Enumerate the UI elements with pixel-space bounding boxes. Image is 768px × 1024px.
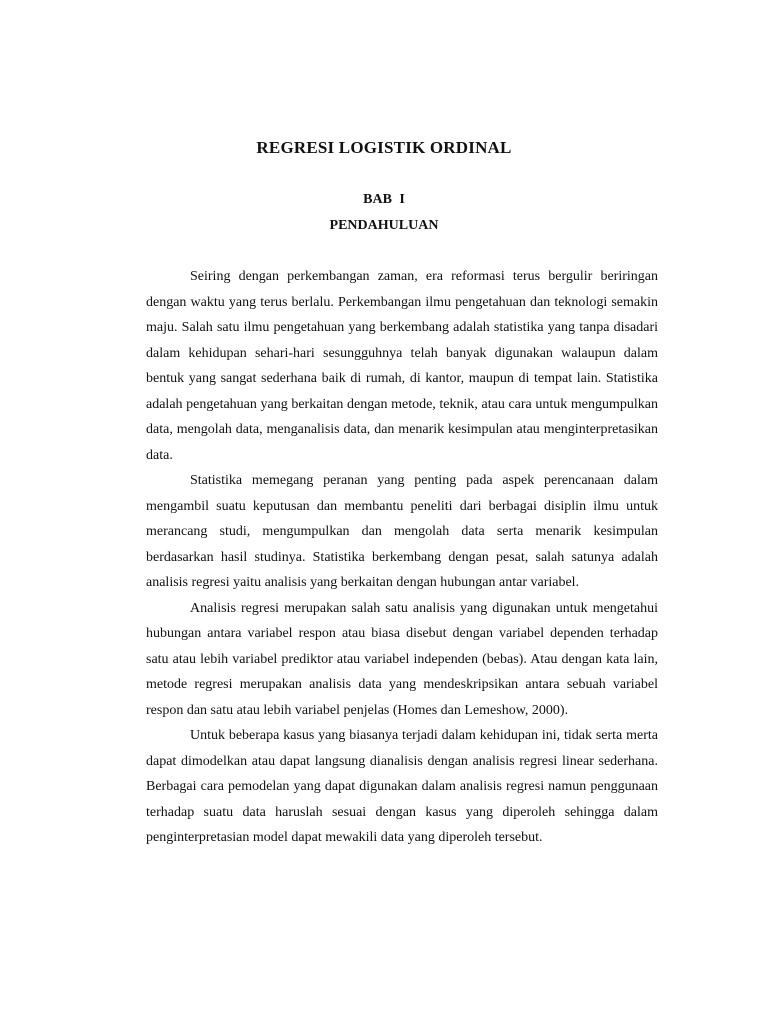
paragraph-1: Seiring dengan perkembangan zaman, era reformasi terus bergulir beriringan dengan waktu yang terus berlalu. Perkembangan ilmu pengetahuan dan teknologi semakin maju. Salah satu ilmu pengetahuan yang berkembang adalah statistika yang tanpa disadari dalam kehidupan sehari-hari sesungguhnya telah banyak digunakan walaupun dalam bentuk yang sangat sederhana baik di rumah, di kantor, maupun di tempat lain. Statistika adalah pengetahuan yang berkaitan dengan metode, teknik, atau cara untuk mengumpulkan data, mengolah data, menganalisis data, dan menarik kesimpulan atau menginterpretasikan data.: [146, 269, 658, 463]
document-title: REGRESI LOGISTIK ORDINAL: [256, 138, 512, 157]
paragraph-4: Untuk beberapa kasus yang biasanya terjadi dalam kehidupan ini, tidak serta merta dapat dimodelkan atau dapat langsung dianalisis dengan analisis regresi linear sederhana. Berbagai cara pemodelan yang dapat digunakan dalam analisis regresi namun penggunaan terhadap suatu data haruslah sesuai dengan kasus yang diperoleh sehingga dalam penginterpretasian model dapat mewakili data yang diperoleh tersebut.: [146, 728, 658, 845]
chapter-title: PENDAHULUAN: [329, 218, 439, 233]
paragraph-2: Statistika memegang peranan yang penting pada aspek perencanaan dalam mengambil suatu keputusan dan membantu peneliti dari berbagai disiplin ilmu untuk merancang studi, mengumpulkan dan mengolah data serta menarik kesimpulan berdasarkan hasil studinya. Statistika berkembang dengan pesat, salah satunya adalah analisis regresi yaitu analisis yang berkaitan dengan hubungan antar variabel.: [146, 473, 658, 590]
paragraph-3: Analisis regresi merupakan salah satu analisis yang digunakan untuk mengetahui hubungan antara variabel respon atau biasa disebut dengan variabel dependen terhadap satu atau lebih variabel prediktor atau variabel independen (bebas). Atau dengan kata lain, metode regresi merupakan analisis data yang mendeskripsikan antara sebuah variabel respon dan satu atau lebih variabel penjelas (Homes dan Lemeshow, 2000).: [146, 600, 658, 718]
chapter-number: BAB I: [363, 192, 405, 207]
body-text: [146, 264, 658, 851]
